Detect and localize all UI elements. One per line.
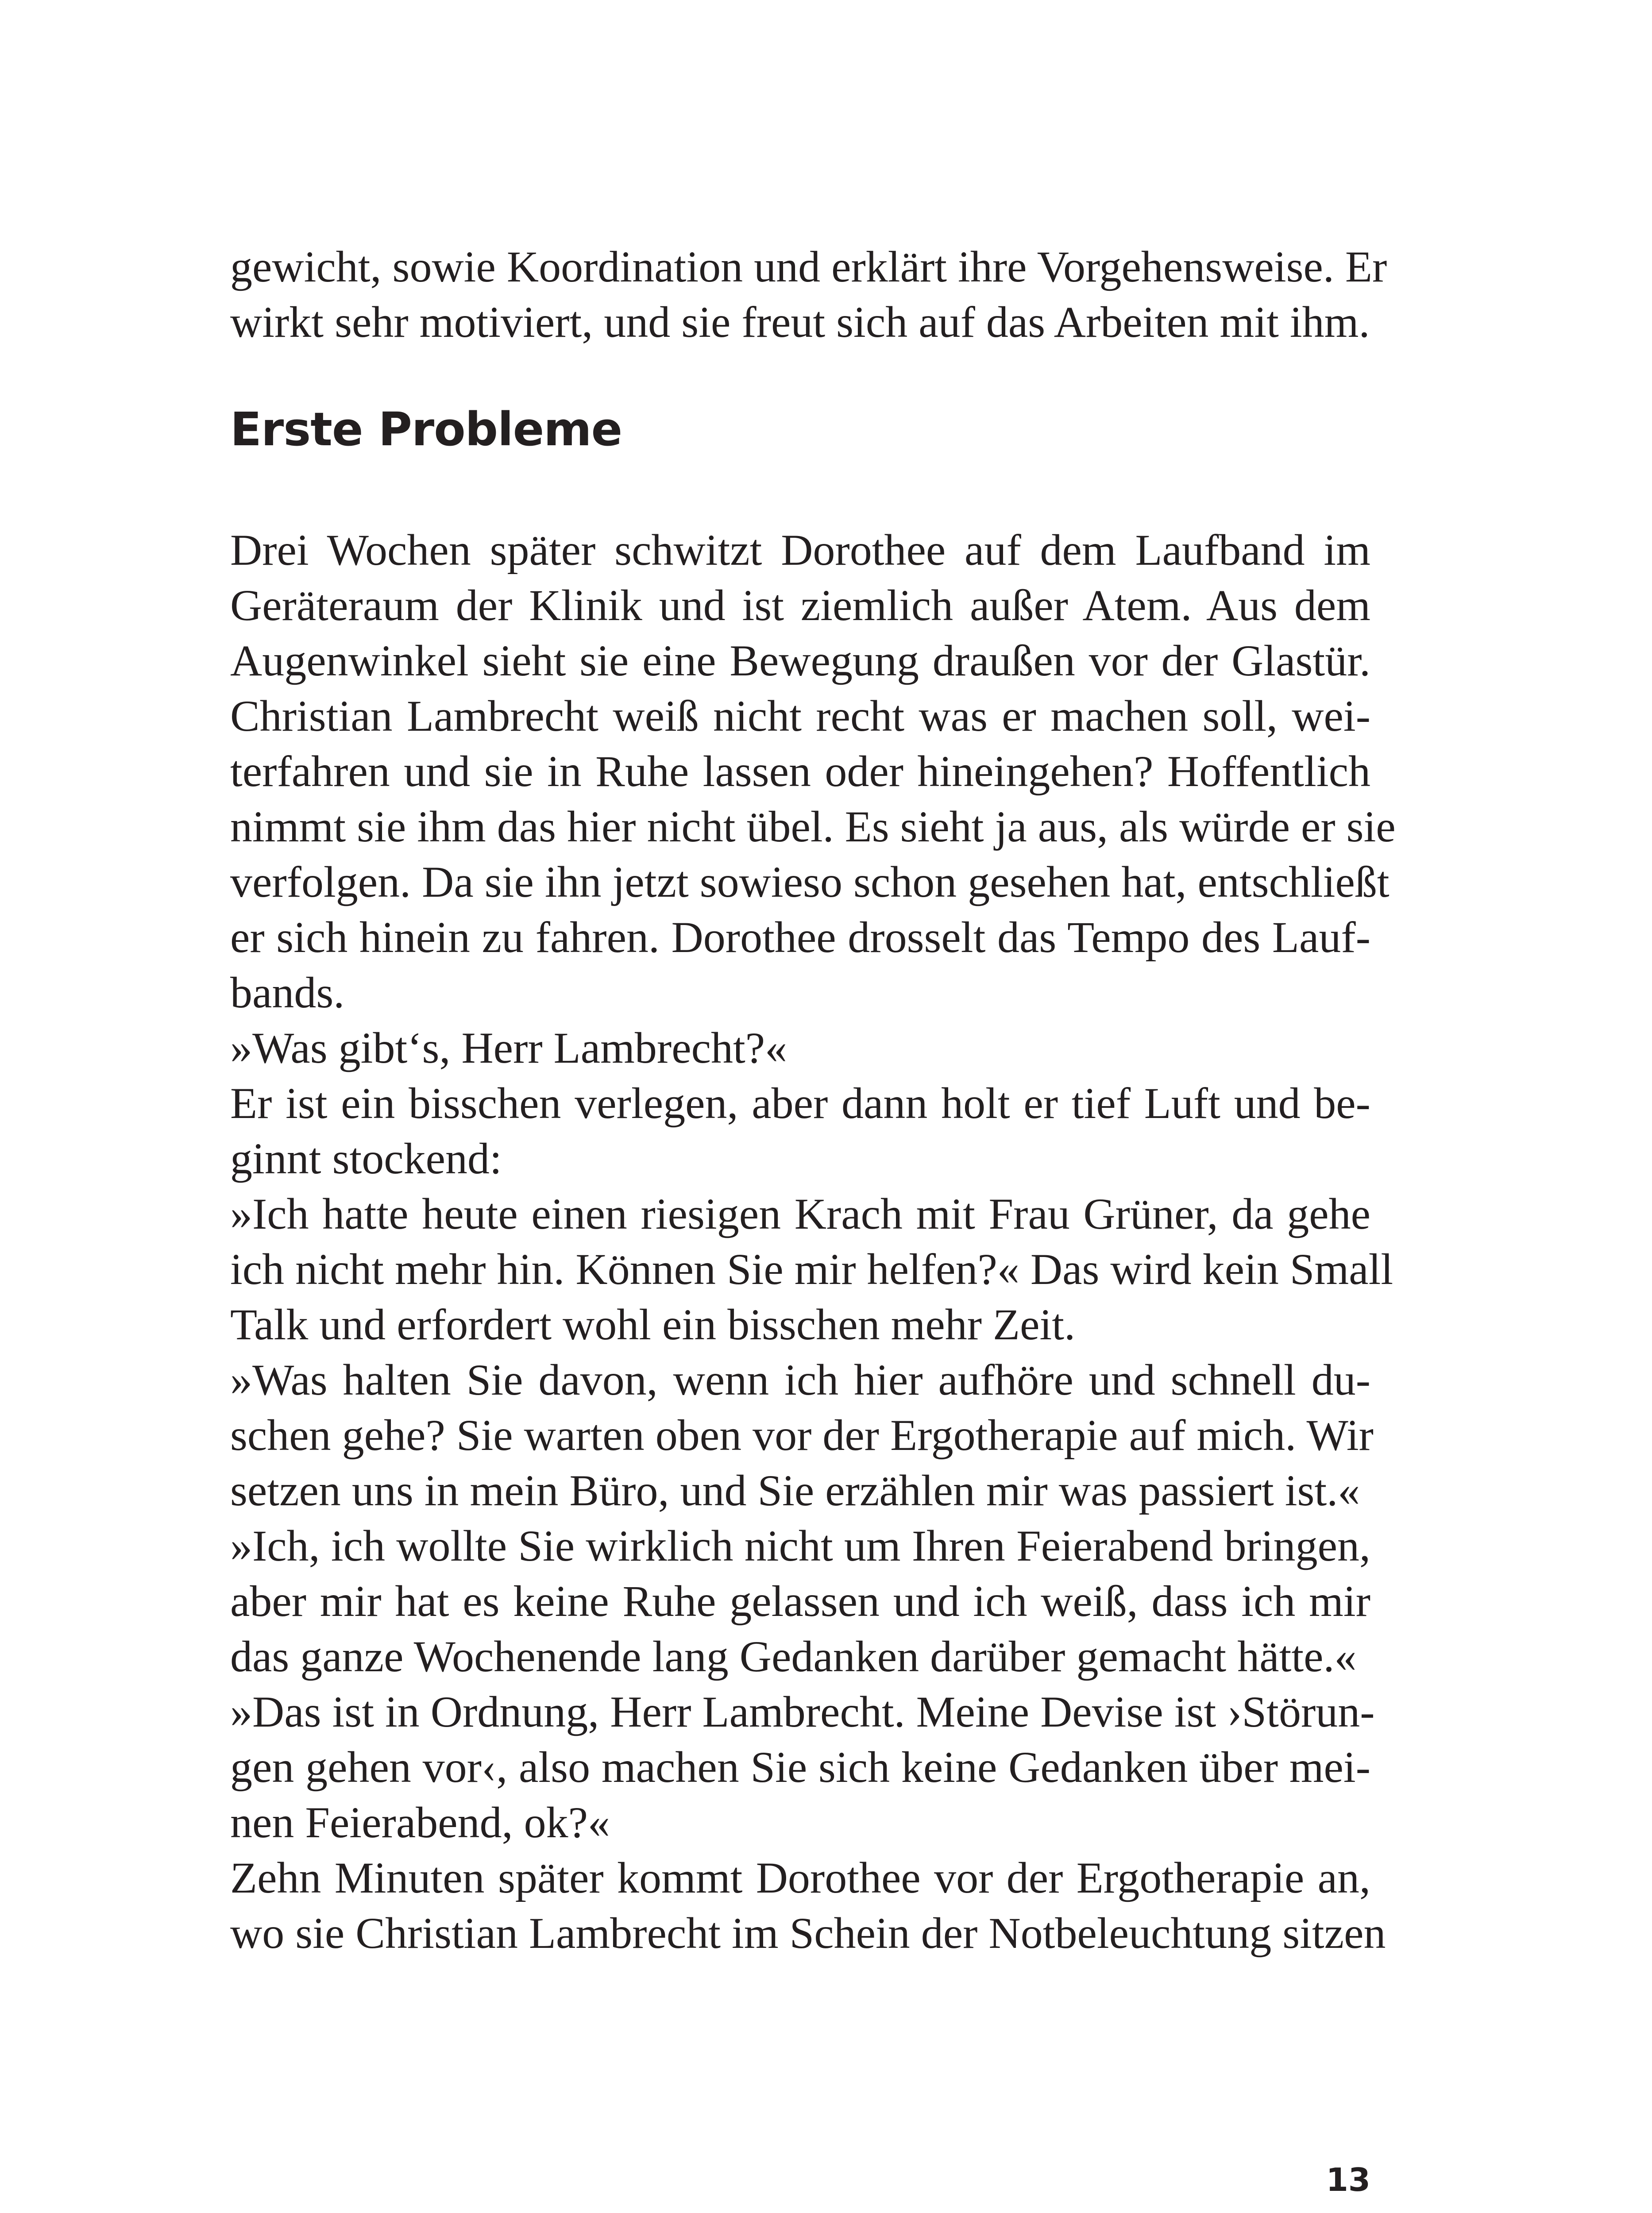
text-line: »Was halten Sie davon, wenn ich hier aufhöre und schnell du- — [230, 1355, 1370, 1404]
text-line: »Ich hatte heute einen riesigen Krach mit Frau Grüner, da gehe — [230, 1189, 1370, 1238]
page-number: 13 — [1326, 2161, 1370, 2198]
text-line: das ganze Wochenende lang Gedanken darüber gemacht hätte.« — [230, 1632, 1357, 1681]
section-heading: Erste Probleme — [230, 402, 622, 456]
text-line: verfolgen. Da sie ihn jetzt sowieso schon gesehen hat, entschließt — [230, 857, 1390, 906]
text-line: »Das ist in Ordnung, Herr Lambrecht. Meine Devise ist ›Störun- — [230, 1687, 1375, 1736]
text-line: aber mir hat es keine Ruhe gelassen und ich weiß, dass ich mir — [230, 1577, 1370, 1626]
text-line: terfahren und sie in Ruhe lassen oder hineingehen? Hoffentlich — [230, 747, 1370, 796]
body-text — [230, 522, 1396, 1961]
text-line: nimmt sie ihm das hier nicht übel. Es sieht ja aus, als würde er sie — [230, 802, 1396, 851]
text-line: Er ist ein bisschen verlegen, aber dann holt er tief Luft und be- — [230, 1079, 1370, 1128]
text-line: »Ich, ich wollte Sie wirklich nicht um Ihren Feierabend bringen, — [230, 1521, 1370, 1570]
text-line: Zehn Minuten später kommt Dorothee vor der Ergotherapie an, — [230, 1853, 1370, 1902]
text-line: nen Feierabend, ok?« — [230, 1798, 610, 1847]
text-line: ich nicht mehr hin. Können Sie mir helfen?« Das wird kein Small — [230, 1245, 1393, 1294]
text-line: Augenwinkel sieht sie eine Bewegung draußen vor der Glastür. — [230, 636, 1370, 685]
text-line: wirkt sehr motiviert, und sie freut sich auf das Arbeiten mit ihm. — [230, 297, 1370, 347]
text-line: Christian Lambrecht weiß nicht recht was er machen soll, wei- — [230, 691, 1370, 740]
text-line: ginnt stockend: — [230, 1134, 502, 1183]
text-line: gewicht, sowie Koordination und erklärt ihre Vorgehensweise. Er — [230, 242, 1387, 291]
text-line: er sich hinein zu fahren. Dorothee drosselt das Tempo des Lauf- — [230, 913, 1370, 962]
text-line: schen gehe? Sie warten oben vor der Ergotherapie auf mich. Wir — [230, 1411, 1374, 1460]
text-line: setzen uns in mein Büro, und Sie erzählen mir was passiert ist.« — [230, 1466, 1360, 1515]
text-line: bands. — [230, 968, 345, 1017]
text-line: wo sie Christian Lambrecht im Schein der Notbeleuchtung sitzen — [230, 1908, 1386, 1958]
intro-paragraph — [230, 239, 1387, 350]
text-line: gen gehen vor‹, also machen Sie sich keine Gedanken über mei- — [230, 1743, 1370, 1792]
text-line: Drei Wochen später schwitzt Dorothee auf dem Laufband im — [230, 525, 1370, 574]
text-line: »Was gibt‘s, Herr Lambrecht?« — [230, 1023, 787, 1072]
text-line: Talk und erfordert wohl ein bisschen mehr Zeit. — [230, 1300, 1076, 1349]
text-line: Geräteraum der Klinik und ist ziemlich außer Atem. Aus dem — [230, 581, 1370, 630]
